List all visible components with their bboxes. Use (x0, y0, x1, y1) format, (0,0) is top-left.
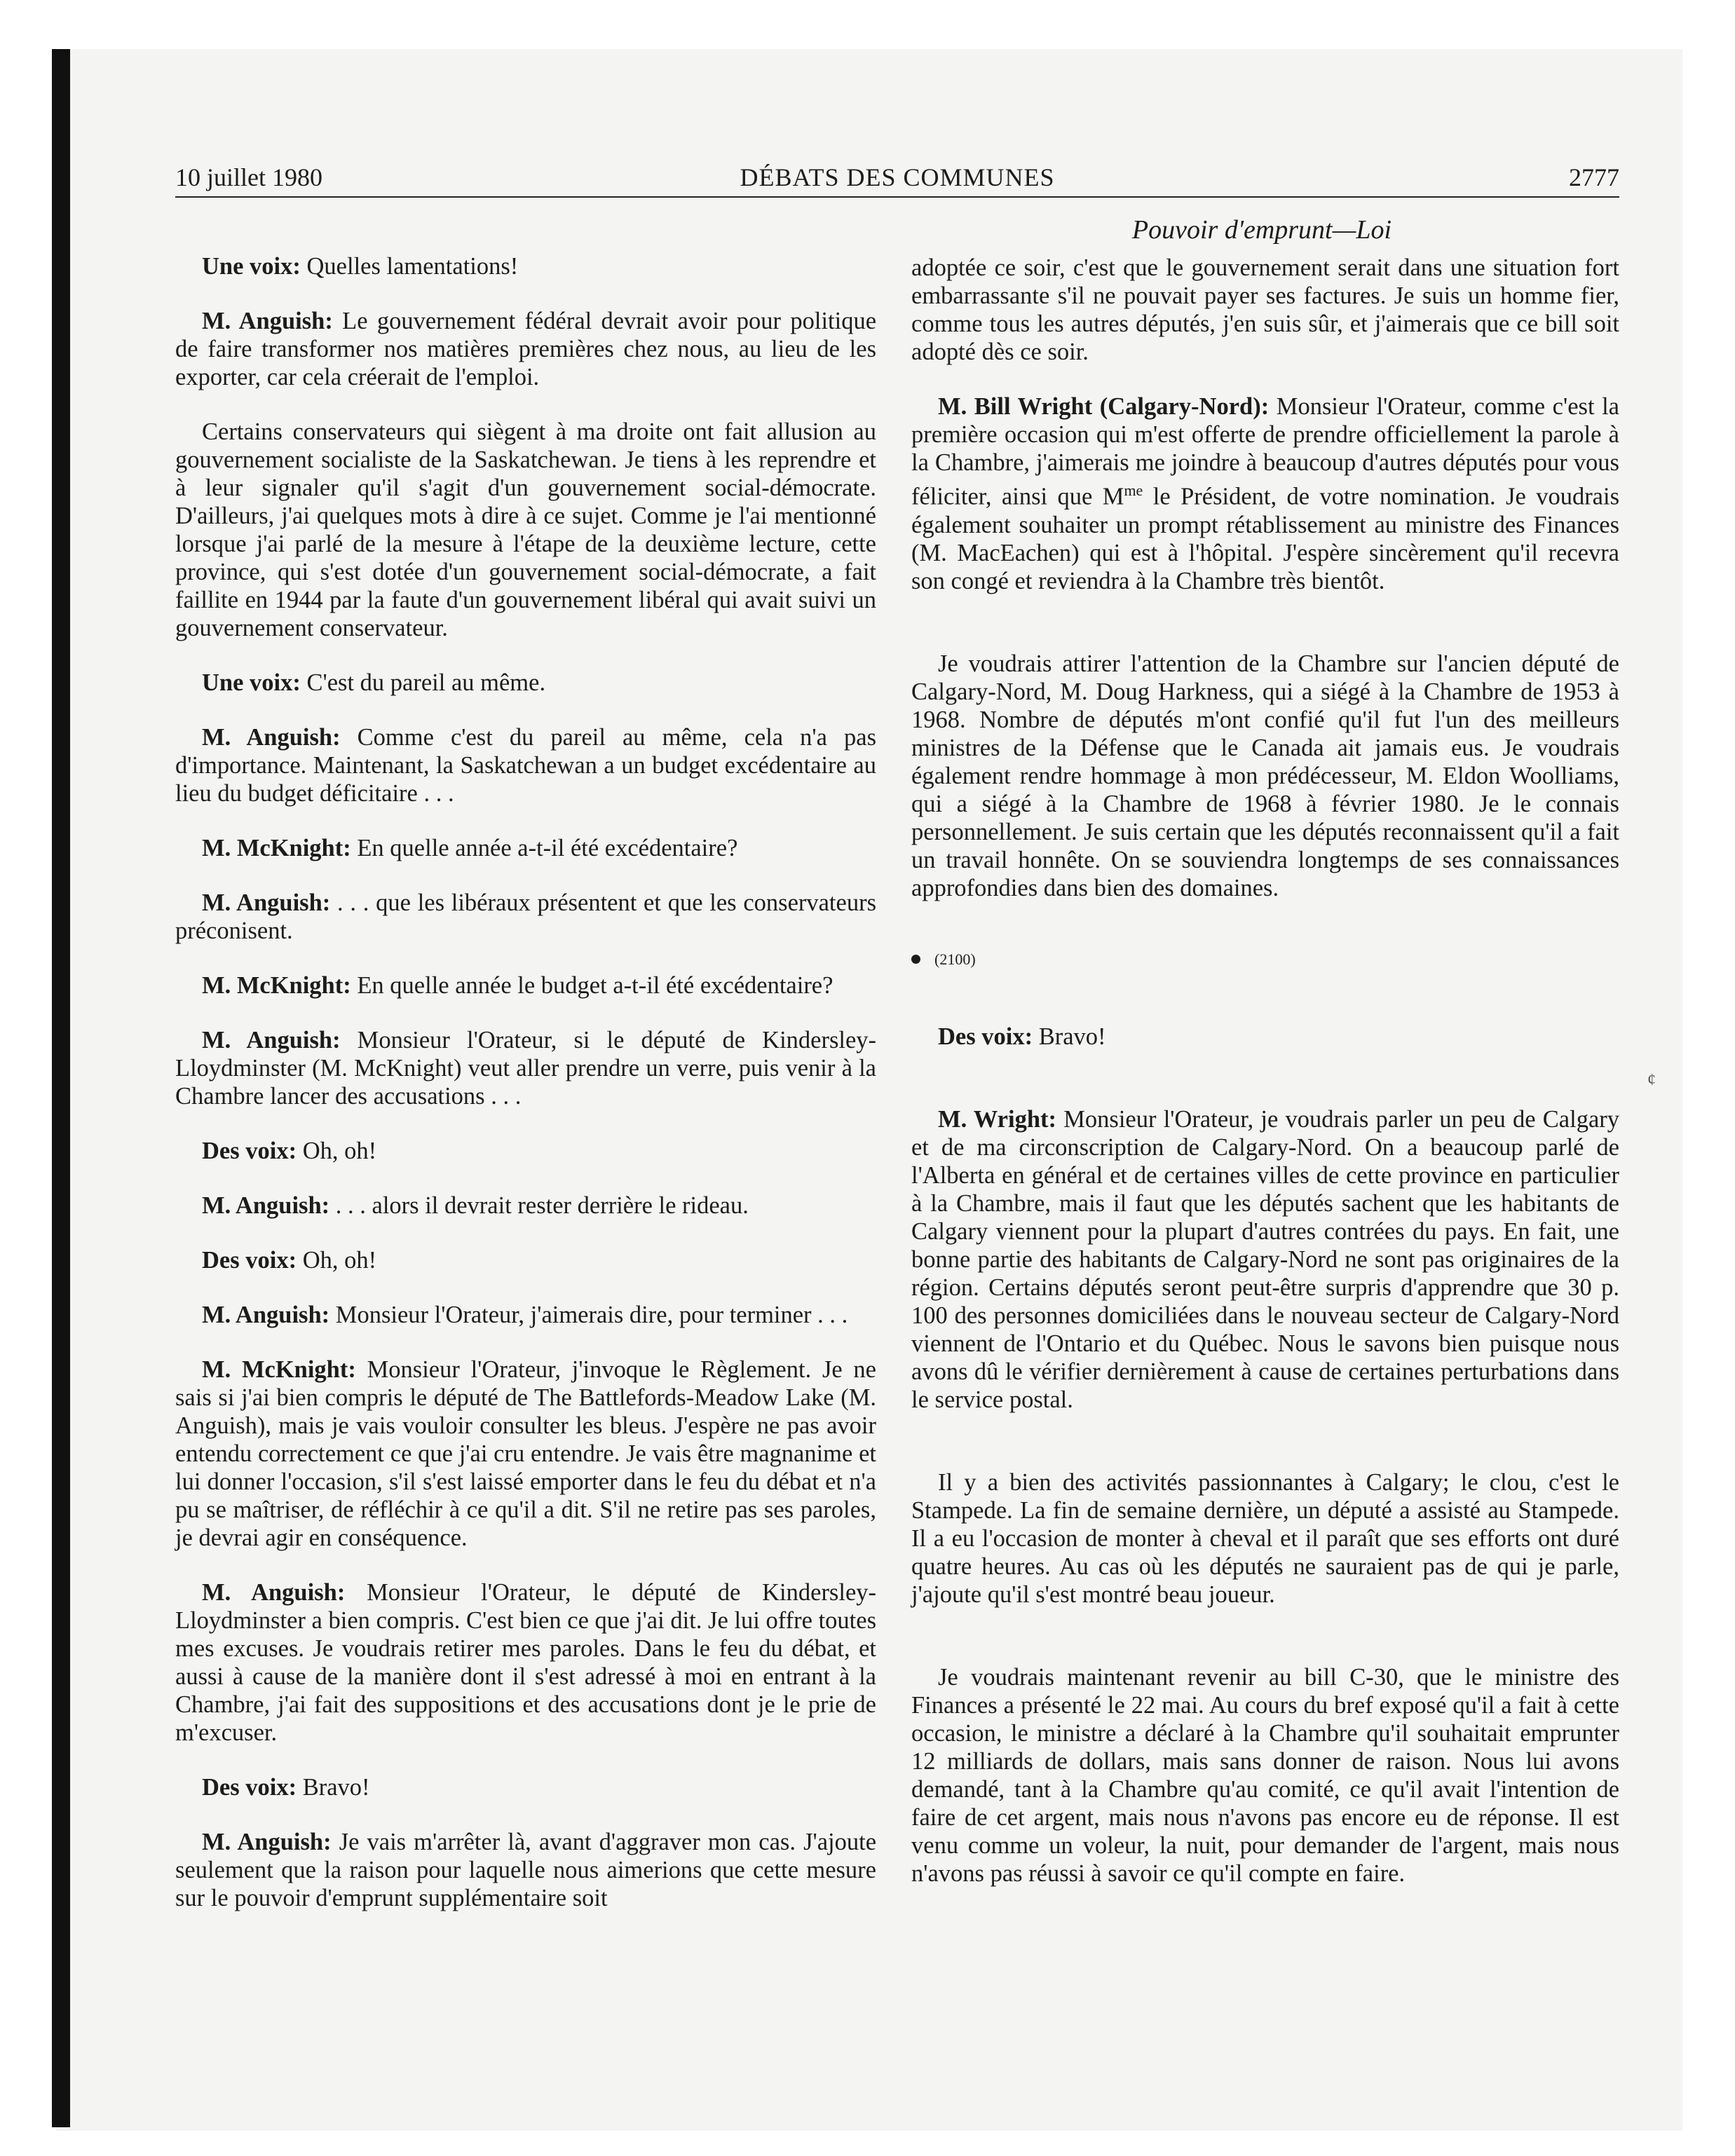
speech-text: Monsieur l'Orateur, j'invoque le Règlement. Je ne sais si j'ai bien compris le député de The Battlefords-Meadow Lake (M. Anguish), mais je vais vouloir consulter les bleus. J'espère ne pas avoir entendu correctement ce que j'ai cru entendre. Je vais être magnanime et lui donner l'occasion, s'il s'est laissé emporter dans le feu du débat et n'a pu se maîtriser, de réfléchir à ce qu'il a dit. S'il ne retire pas ses paroles, je devrai agir en conséquence. (175, 1356, 876, 1551)
speech-text: Je voudrais maintenant revenir au bill C-30, que le ministre des Finances a présenté le 22 mai. Au cours du bref exposé qu'il a fait à cette occasion, le ministre a déclaré à la Chambre qu'il souhaitait emprunter 12 milliards de dollars, mais sans donner de raison. Nous lui avons demandé, tant à la Chambre qu'au comité, ce qu'il avait l'intention de faire de cet argent, mais nous n'avons pas encore eu de réponse. Il est venu comme un voleur, la nuit, pour demander de l'argent, mais nous n'avons pas réussi à savoir ce qu'il compte en faire. (911, 1663, 1619, 1887)
speech-paragraph (175, 971, 876, 999)
speaker-name: M. Anguish: (202, 1829, 332, 1855)
speaker-name: M. Bill Wright (Calgary-Nord): (938, 393, 1270, 420)
speech-text: Certains conservateurs qui siègent à ma droite ont fait allusion au gouvernement socialiste de la Saskatchewan. Je tiens à les reprendre et à leur signaler qu'il s'agit d'un gouvernement social-démocrate. D'ailleurs, j'ai quelques mots à dire à ce sujet. Comme je l'ai mentionné lorsque j'ai parlé de la mesure à l'étape de la deuxième lecture, cette province, qui s'est dotée d'un gouvernement social-démocrate, a fait faillite en 1944 par la faute d'un gouvernement libéral qui avait suivi un gouvernement conservateur. (175, 418, 876, 641)
speaker-name: M. Anguish: (202, 1579, 346, 1606)
speech-text: Monsieur l'Orateur, je voudrais parler un peu de Calgary et de ma circonscription de Calgary-Nord. On a beaucoup parlé de l'Alberta en général et de certaines villes de cette province en particulier à la Chambre, mais il faut que les députés sachent que les habitants de Calgary viennent pour la plupart d'autres contrées du pays. En fait, une bonne partie des habitants de Calgary-Nord ne sont pas originaires de la région. Certains députés seront peut-être surpris d'apprendre que 30 p. 100 des personnes domiciliées dans le nouveau secteur de Calgary-Nord viennent de l'Ontario et du Québec. Nous le savons bien puisque nous avons dû le vérifier dernièrement à cause de certaines perturbations dans le service postal. (911, 1105, 1620, 1413)
speech-text: En quelle année le budget a-t-il été excédentaire? (357, 972, 834, 999)
speech-text: Je voudrais attirer l'attention de la Chambre sur l'ancien député de Calgary-Nord, M. Doug Harkness, qui a siégé à la Chambre de 1953 à 1968. Nombre de députés m'ont confié qu'il fut l'un des meilleurs ministres de la Défense que le Canada ait jamais eus. Je voudrais également rendre hommage à mon prédécesseur, M. Eldon Woolliams, qui a siégé à la Chambre de 1968 à février 1980. Je le connais personnellement. Je suis certain que les députés reconnaissent qu'il a fait un travail honnête. On se souviendra longtemps de ses connaissances approfondies dans bien des domaines. (911, 650, 1619, 901)
speaker-name: M. Wright: (938, 1105, 1056, 1133)
speech-text: le Président, de votre nomination. Je voudrais également souhaiter un prompt rétablissement au ministre des Finances (M. MacEachen) qui est à l'hôpital. J'espère sincèrement qu'il recevra son congé et reviendra à la Chambre très bientôt. (911, 483, 1620, 594)
speaker-name: M. McKnight: (202, 835, 351, 861)
speech-text: Oh, oh! (302, 1138, 377, 1164)
speech-text: . . . que les libéraux présentent et que les conservateurs préconisent. (175, 889, 876, 944)
speech-paragraph (175, 1301, 876, 1329)
speech-text: Oh, oh! (302, 1247, 377, 1274)
speaker-name: M. Anguish: (202, 724, 341, 751)
speech-paragraph (911, 1023, 1619, 1051)
speech-paragraph (175, 1192, 876, 1220)
section-subtitle: Pouvoir d'emprunt—Loi (1131, 215, 1392, 245)
speech-paragraph (175, 1246, 876, 1274)
speaker-name: M. McKnight: (202, 1356, 356, 1383)
header-date: 10 juillet 1980 (175, 163, 322, 191)
speaker-name: Des voix: (202, 1247, 297, 1274)
header-title: DÉBATS DES COMMUNES (740, 163, 1055, 191)
speech-text: Bravo! (302, 1774, 370, 1801)
margin-mark: ¢ (1647, 1071, 1656, 1089)
speaker-name: M. Anguish: (202, 889, 331, 916)
speech-paragraph (175, 418, 876, 642)
speech-text: Monsieur l'Orateur, comme c'est la première occasion qui m'est offerte de prendre officiellement la parole à la Chambre, j'aimerais me joindre à beaucoup d'autres députés pour vous féliciter, ainsi que M (911, 393, 1619, 510)
header-rule (175, 196, 1619, 198)
speaker-name: Une voix: (202, 669, 301, 696)
speech-paragraph (175, 1137, 876, 1165)
speech-paragraph (175, 307, 876, 391)
speaker-name: Une voix: (202, 253, 301, 280)
speech-paragraph (175, 889, 876, 945)
page-header (175, 163, 1619, 199)
speaker-name: M. Anguish: (202, 1302, 330, 1328)
speaker-name: Des voix: (202, 1138, 297, 1164)
speaker-name: Des voix: (938, 1023, 1033, 1050)
superscript: me (1124, 482, 1143, 499)
speaker-name: M. McKnight: (202, 972, 351, 999)
speech-text: . . . alors il devrait rester derrière le rideau. (335, 1192, 749, 1219)
speech-text: Monsieur l'Orateur, j'aimerais dire, pour terminer . . . (335, 1302, 848, 1328)
speech-text: C'est du pareil au même. (306, 669, 546, 696)
speech-text: Il y a bien des activités passionnantes à Calgary; le clou, c'est le Stampede. La fin de semaine dernière, un député a assisté au Stampede. Il a eu l'occasion de monter à cheval et il paraît que ses efforts ont duré quatre heures. Au cas où les députés ne sauraient pas de qui je parle, j'ajoute qu'il s'est montré beau joueur. (911, 1468, 1619, 1608)
timestamp-marker (911, 946, 1619, 974)
speech-paragraph (175, 1578, 876, 1747)
speech-paragraph (911, 1663, 1619, 1888)
speaker-name: Des voix: (202, 1774, 297, 1801)
speech-text: Quelles lamentations! (306, 253, 519, 280)
speech-paragraph (175, 834, 876, 862)
speaker-name: M. Anguish: (202, 1192, 330, 1219)
speech-text: Bravo! (1038, 1023, 1106, 1050)
left-column (175, 252, 876, 1939)
speech-text: Comme c'est du pareil au même, cela n'a pas d'importance. Maintenant, la Saskatchewan a un budget excédentaire au lieu du budget déficitaire . . . (175, 724, 876, 807)
speech-paragraph (911, 1105, 1619, 1414)
bullet-icon (911, 955, 920, 964)
speech-text: En quelle année a-t-il été excédentaire? (357, 835, 738, 861)
speech-paragraph (175, 1026, 876, 1110)
speaker-name: M. Anguish: (202, 1027, 341, 1053)
speech-paragraph (175, 1828, 876, 1912)
speech-text: Monsieur l'Orateur, le député de Kindersley-Lloydminster a bien compris. C'est bien ce que j'ai dit. Je lui offre toutes mes excuses. Je voudrais retirer mes paroles. Dans le feu du débat, et aussi à cause de la manière dont il s'est adressé à moi en entrant à la Chambre, j'ai fait des suppositions et des accusations dont je le prie de m'excuser. (175, 1579, 876, 1746)
speaker-name: M. Anguish: (202, 308, 333, 334)
speech-text: adoptée ce soir, c'est que le gouvernement serait dans une situation fort embarrassante s'il ne pouvait payer ses factures. Je suis un homme fier, comme tous les autres députés, j'en suis sûr, et j'aimerais que ce bill soit adopté dès ce soir. (911, 254, 1619, 365)
speech-text: Monsieur l'Orateur, si le député de Kindersley-Lloydminster (M. McKnight) veut aller prendre un verre, puis venir à la Chambre lancer des accusations . . . (175, 1027, 877, 1110)
speech-paragraph (175, 669, 876, 697)
speech-paragraph (911, 1468, 1619, 1609)
speech-text: Je vais m'arrêter là, avant d'aggraver mon cas. J'ajoute seulement que la raison pour laquelle nous aimerions que cette mesure sur le pouvoir d'emprunt supplémentaire soit (175, 1829, 877, 1911)
page-number: 2777 (1569, 163, 1619, 191)
timestamp-text: (2100) (934, 950, 976, 968)
speech-paragraph (175, 1773, 876, 1801)
speech-paragraph (175, 252, 876, 280)
speech-paragraph (911, 393, 1619, 595)
speech-text: Le gouvernement fédéral devrait avoir pour politique de faire transformer nos matières premières chez nous, au lieu de les exporter, car cela créerait de l'emploi. (175, 308, 877, 390)
binding-edge (52, 49, 70, 2127)
speech-paragraph (911, 254, 1619, 366)
speech-paragraph (175, 723, 876, 807)
speech-paragraph (911, 650, 1619, 902)
speech-paragraph (175, 1356, 876, 1552)
right-column (911, 254, 1619, 1914)
